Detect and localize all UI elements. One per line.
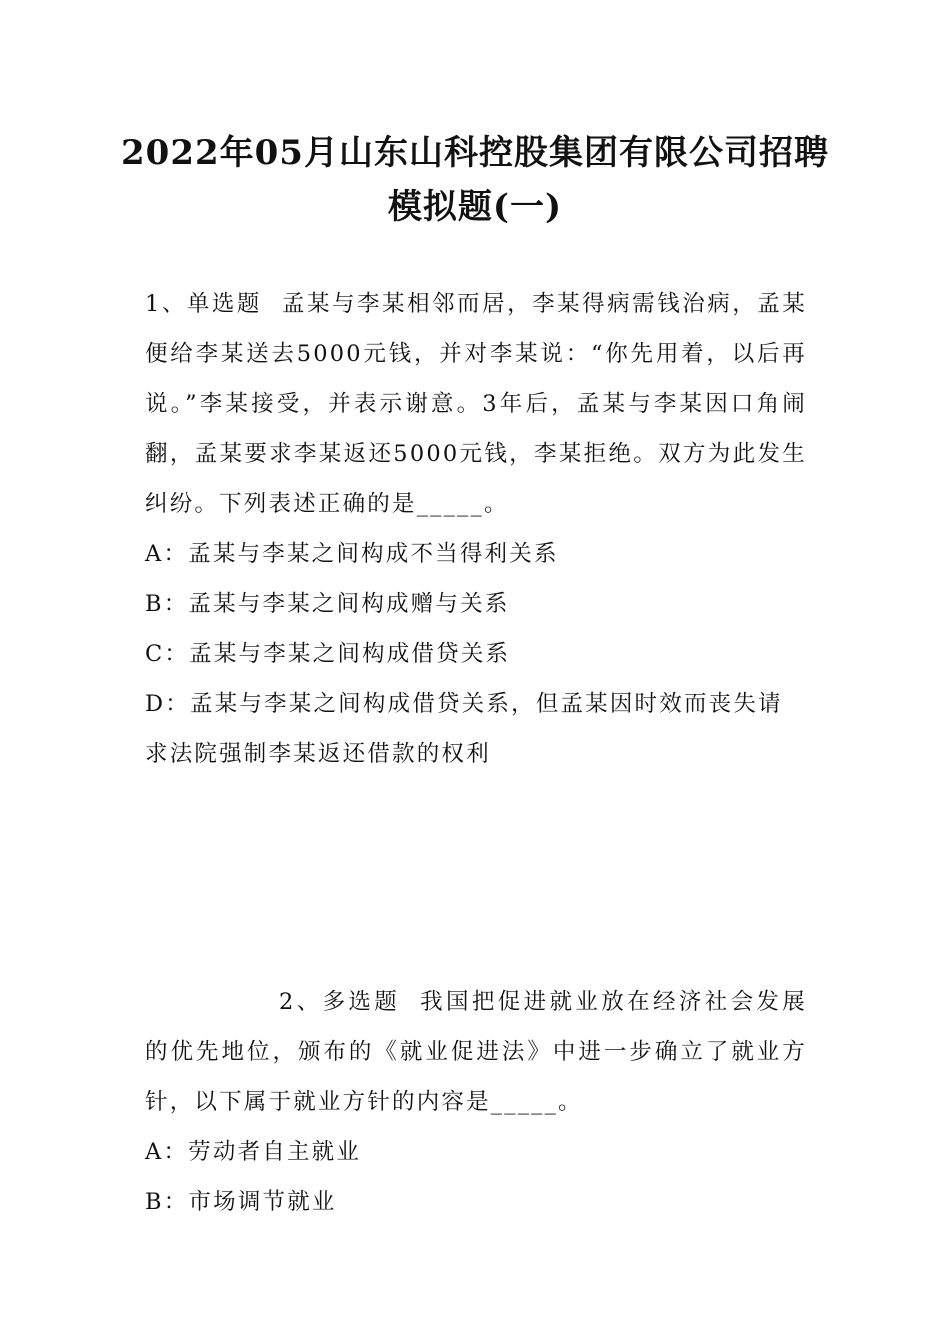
question-number: 1、 <box>145 291 187 317</box>
option-b: B：市场调节就业 <box>145 1189 337 1215</box>
question-number: 2、 <box>279 989 323 1015</box>
question-type: 多选题 <box>322 989 401 1015</box>
page-title: 2022年05月山东山科控股集团有限公司招聘模拟题(一) <box>121 133 829 227</box>
question-text: 我国把促进就业放在经济社会发展的优先地位，颁布的《就业促进法》中进一步确立了就业方针，以下属于就业方针的内容是_____。 <box>145 989 807 1115</box>
question-2 <box>145 977 807 1227</box>
question-text: 孟某与李某相邻而居，李某得病需钱治病，孟某便给李某送去5000元钱，并对李某说：“你先用着，以后再说。”李某接受，并表示谢意。3年后，孟某与李某因口角闹翻，孟某要求李某返还5000元钱，李某拒绝。双方为此发生纠纷。下列表述正确的是_____。 <box>145 291 807 517</box>
option-b: B：孟某与李某之间构成赠与关系 <box>145 591 510 617</box>
question-type: 单选题 <box>186 291 262 317</box>
question-stem <box>145 279 807 529</box>
question-1 <box>145 279 807 779</box>
option-c: C：孟某与李某之间构成借贷关系 <box>145 641 511 667</box>
option-d: D：孟某与李某之间构成借贷关系，但孟某因时效而丧失请求法院强制李某返还借款的权利 <box>145 691 783 767</box>
question-stem <box>145 977 807 1127</box>
option-a: A：孟某与李某之间构成不当得利关系 <box>145 541 559 567</box>
option-a: A：劳动者自主就业 <box>145 1139 362 1165</box>
